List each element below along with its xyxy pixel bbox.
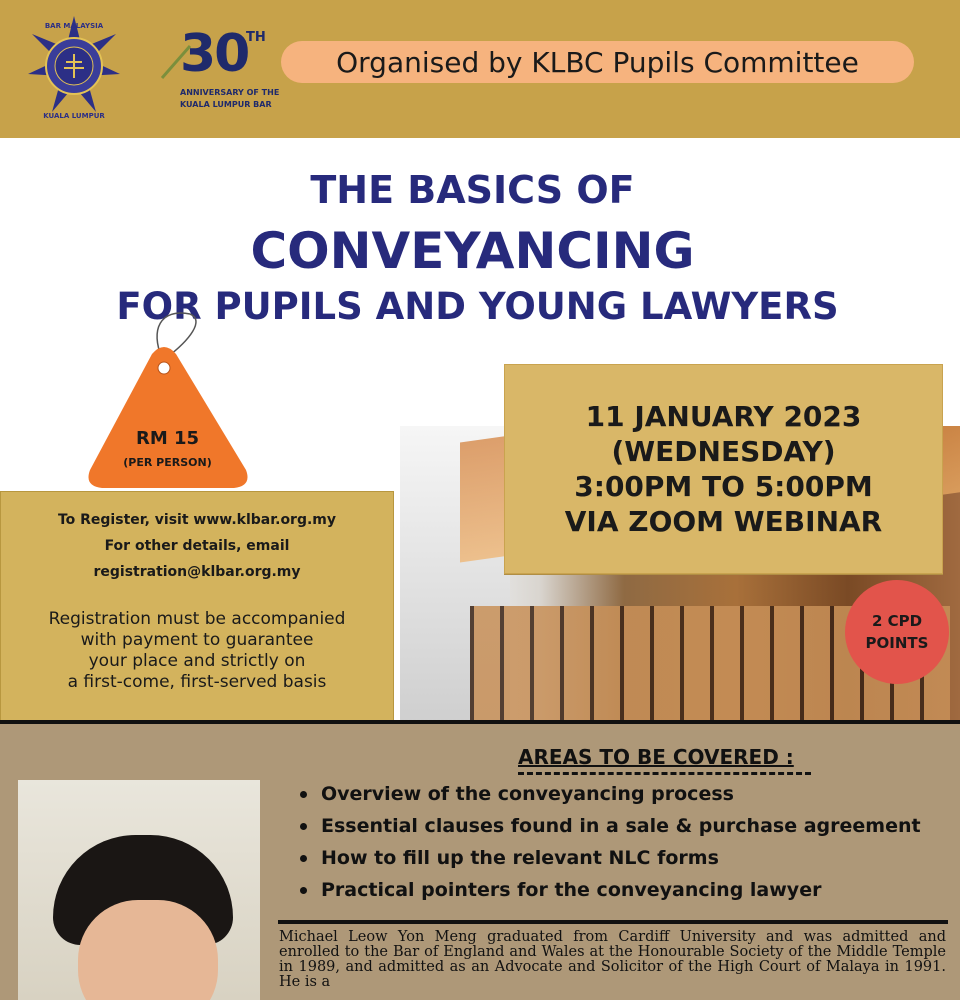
anniversary-logo	[150, 20, 280, 120]
cpd-line-1: 2 CPD	[871, 612, 923, 630]
speaker-bio: Michael Leow Yon Meng graduated from Cardiff University and was admitted and enrolled to the Bar of England and Wales at the Honourable Society of the Middle Temple in 1989, and admitted as an Advocate and Solicitor of the High Court of Malaya in 1991. He is a	[279, 929, 946, 990]
title-line-1: THE BASICS OF	[310, 168, 635, 212]
price-amount: RM 15	[135, 428, 200, 449]
area-item-text: Overview of the conveyancing process	[321, 783, 734, 805]
organiser-pill: Organised by KLBC Pupils Committee	[281, 41, 914, 83]
kl-bar-seal-logo	[26, 14, 122, 120]
area-item-text: Essential clauses found in a sale & purchase agreement	[321, 815, 921, 837]
cpd-line-2: POINTS	[865, 634, 929, 652]
registration-note-3: your place and strictly on	[88, 651, 306, 671]
event-date: 11 JANUARY 2023	[585, 400, 862, 433]
registration-note-2: with payment to guarantee	[80, 630, 314, 650]
anniversary-number: 30	[180, 24, 249, 84]
cpd-points-badge	[845, 580, 949, 684]
registration-note-1: Registration must be accompanied	[48, 609, 346, 629]
anniversary-suffix: TH	[246, 30, 266, 45]
registration-box	[0, 491, 394, 723]
area-item-text: Practical pointers for the conveyancing lawyer	[321, 879, 822, 901]
anniversary-caption-1: ANNIVERSARY OF THE	[180, 88, 280, 97]
event-day: (WEDNESDAY)	[611, 435, 836, 468]
area-item-text: How to fill up the relevant NLC forms	[321, 847, 719, 869]
speaker-face	[78, 900, 218, 1000]
registration-note-4: a first-come, first-served basis	[67, 672, 327, 692]
price-unit: (PER PERSON)	[123, 456, 212, 469]
seal-text-top: BAR MALAYSIA	[44, 22, 104, 30]
areas-heading: AREAS TO BE COVERED :	[518, 745, 794, 769]
bullet-icon	[300, 791, 307, 798]
areas-heading-underline	[518, 772, 811, 775]
title-line-2: CONVEYANCING	[250, 222, 695, 280]
list-item	[300, 810, 921, 842]
list-item	[300, 874, 921, 906]
register-website-text: To Register, visit www.klbar.org.my	[57, 512, 337, 528]
list-item	[300, 842, 921, 874]
event-time: 3:00PM TO 5:00PM	[574, 470, 873, 503]
speaker-photo	[18, 780, 260, 1000]
event-venue: VIA ZOOM WEBINAR	[564, 505, 883, 538]
bio-divider	[278, 920, 948, 924]
anniversary-caption-2: KUALA LUMPUR BAR	[180, 100, 272, 109]
title-line-3: FOR PUPILS AND YOUNG LAWYERS	[116, 285, 839, 328]
bullet-icon	[300, 823, 307, 830]
price-tag	[80, 310, 255, 495]
register-details-text: For other details, email	[104, 538, 290, 554]
event-details-box	[504, 364, 943, 574]
list-item	[300, 778, 921, 810]
areas-list	[300, 778, 921, 906]
bullet-icon	[300, 855, 307, 862]
bullet-icon	[300, 887, 307, 894]
register-email-text: registration@klbar.org.my	[93, 564, 301, 580]
seal-text-bottom: KUALA LUMPUR	[43, 112, 105, 120]
